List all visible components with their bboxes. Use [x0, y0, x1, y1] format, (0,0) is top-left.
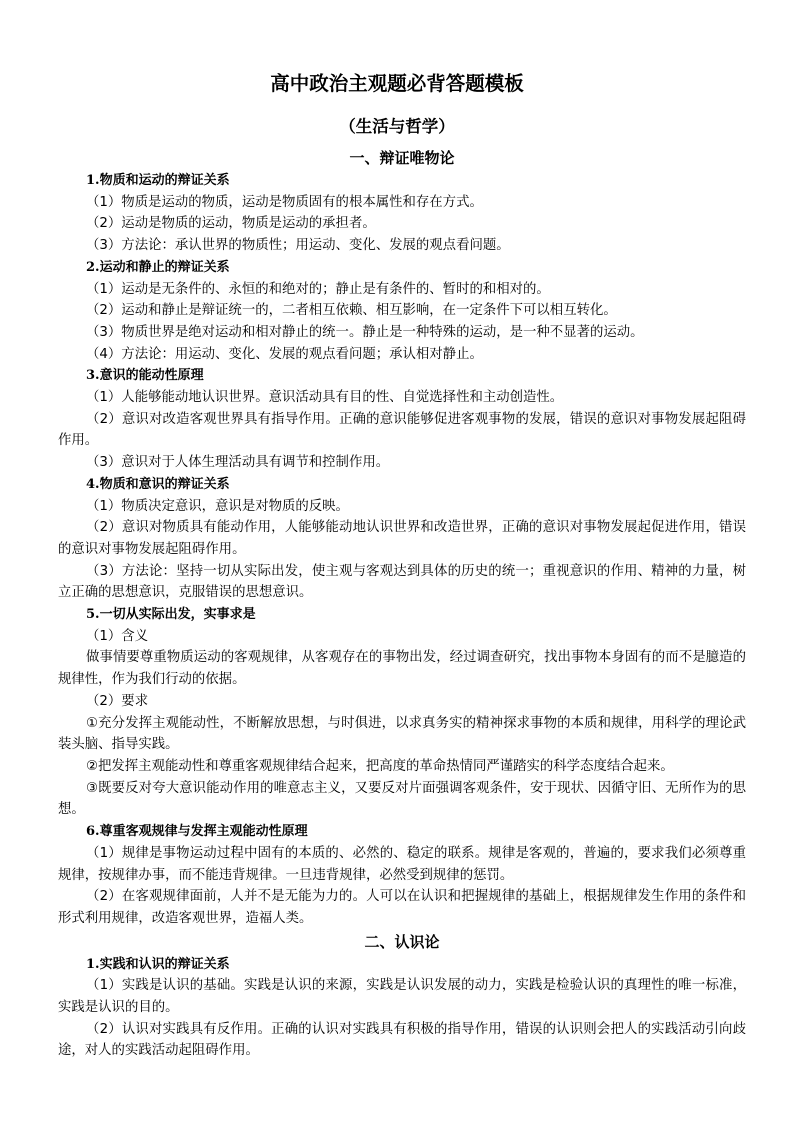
topic-heading: 2.运动和静止的辩证关系 [86, 259, 230, 275]
topic-heading: 6.尊重客观规律与发挥主观能动性原理 [86, 824, 308, 840]
paragraph: （1）人能够能动地认识世界。意识活动具有目的性、自觉选择性和主动创造性。 [86, 390, 564, 406]
paragraph: （3）方法论：坚持一切从实际出发，使主观与客观达到具体的历史的统一；重视意识的作用、精神的力量，树立正确的思想意识，克服错误的思想意识。 [58, 563, 746, 601]
paragraph: （1）物质是运动的物质，运动是物质固有的根本属性和存在方式。 [86, 194, 483, 210]
paragraph: （1）含义 [86, 628, 149, 644]
topic-heading: 1.实践和认识的辩证关系 [86, 956, 230, 972]
document-body [58, 146, 746, 1062]
topic-heading: 1.物质和运动的辩证关系 [86, 173, 230, 188]
section-heading-dialectical-materialism: 一、辩证唯物论 [349, 149, 455, 167]
paragraph: （3）意识对于人体生理活动具有调节和控制作用。 [86, 455, 390, 471]
paragraph: （1）物质决定意识，意识是对物质的反映。 [86, 498, 349, 514]
paragraph: （3）方法论：承认世界的物质性；用运动、变化、发展的观点看问题。 [86, 238, 510, 254]
paragraph: （2）运动是物质的运动，物质是运动的承担者。 [86, 216, 376, 232]
paragraph: ③既要反对夸大意识能动作用的唯意志主义，又要反对片面强调客观条件，安于现状、因循守旧、无所作为的思想。 [58, 780, 746, 818]
topic-heading: 4.物质和意识的辩证关系 [86, 476, 230, 492]
paragraph: 做事情要尊重物质运动的客观规律，从客观存在的事物出发，经过调查研究，找出事物本身固有的而不是臆造的规律性，作为我们行动的依据。 [58, 650, 746, 688]
paragraph: （1）实践是认识的基础。实践是认识的来源，实践是认识发展的动力，实践是检验认识的真理性的唯一标准，实践是认识的目的。 [58, 978, 746, 1016]
topic-heading: 3.意识的能动性原理 [86, 368, 204, 384]
document-subtitle: （生活与哲学） [339, 117, 455, 136]
paragraph: （1）运动是无条件的、永恒的和绝对的；静止是有条件的、暂时的和相对的。 [86, 281, 550, 297]
paragraph: （2）运动和静止是辩证统一的，二者相互依赖、相互影响，在一定条件下可以相互转化。 [86, 303, 617, 319]
paragraph: ②把发挥主观能动性和尊重客观规律结合起来，把高度的革命热情同严谨踏实的科学态度结合起来。 [86, 758, 674, 774]
document-title: 高中政治主观题必背答题模板 [270, 72, 524, 95]
paragraph: （3）物质世界是绝对运动和相对静止的统一。静止是一种特殊的运动，是一种不显著的运动。 [86, 324, 644, 340]
paragraph: （2）在客观规律面前，人并不是无能为力的。人可以在认识和把握规律的基础上，根据规律发生作用的条件和形式利用规律，改造客观世界，造福人类。 [58, 889, 746, 926]
paragraph: （4）方法论：用运动、变化、发展的观点看问题；承认相对静止。 [86, 346, 483, 362]
section-heading-epistemology: 二、认识论 [364, 932, 440, 951]
paragraph: （2）意识对物质具有能动作用，人能够能动地认识世界和改造世界，正确的意识对事物发展起促进作用，错误的意识对事物发展起阻碍作用。 [58, 520, 746, 557]
topic-heading: 5.一切从实际出发，实事求是 [86, 607, 256, 623]
paragraph: ①充分发挥主观能动性，不断解放思想，与时俱进，以求真务实的精神探求事物的本质和规律，用科学的理论武装头脑、指导实践。 [58, 715, 746, 753]
paragraph: （2）认识对实践具有反作用。正确的认识对实践具有积极的指导作用，错误的认识则会把人的实践活动引向歧途，对人的实践活动起阻碍作用。 [58, 1021, 746, 1059]
paragraph: （2）要求 [86, 693, 149, 709]
paragraph: （1）规律是事物运动过程中固有的本质的、必然的、稳定的联系。规律是客观的，普遍的，要求我们必须尊重规律，按规律办事，而不能违背规律。一旦违背规律，必然受到规律的惩罚。 [58, 845, 746, 883]
paragraph: （2）意识对改造客观世界具有指导作用。正确的意识能够促进客观事物的发展，错误的意识对事物发展起阻碍作用。 [58, 411, 746, 449]
